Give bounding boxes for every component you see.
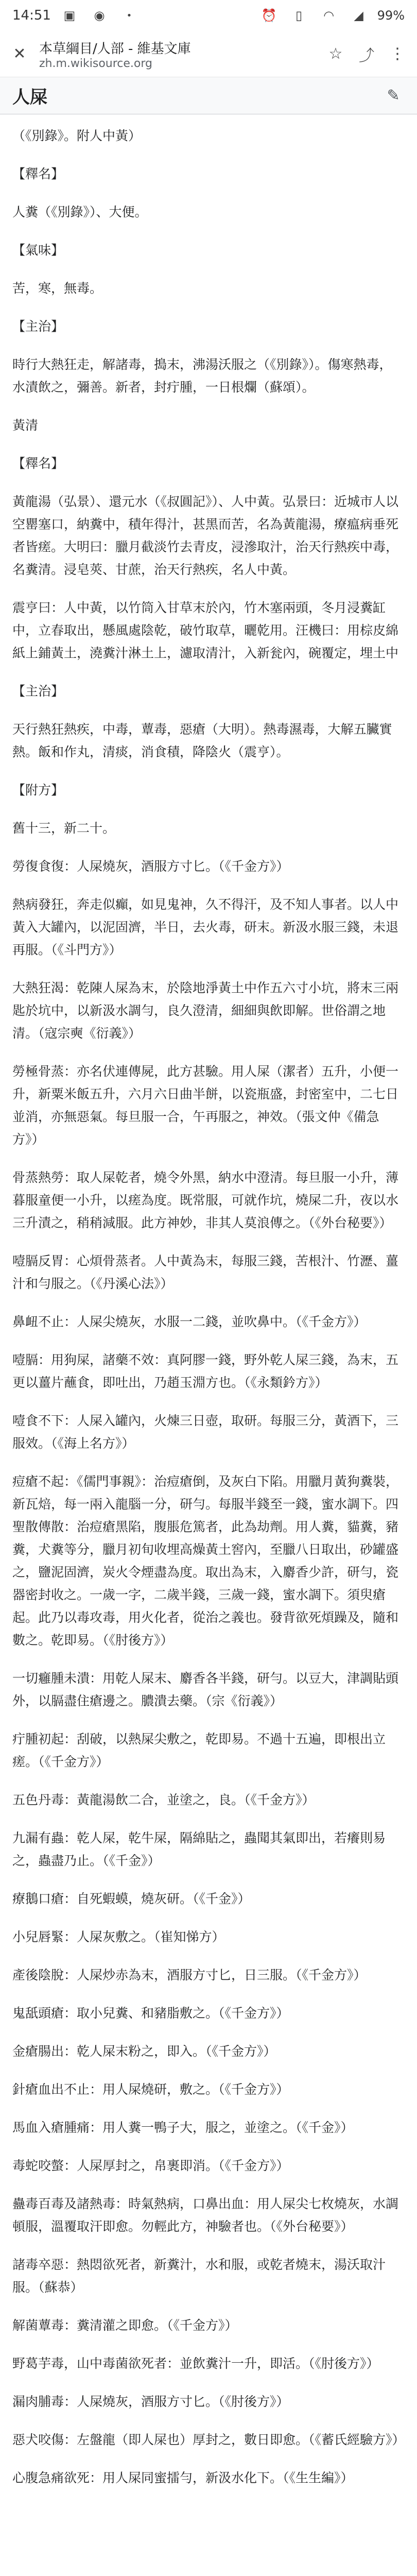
paragraph: 噎食不下：人屎入罐內，火煉三日壺，取研。每服三分，黃酒下，三服效。（《海上名方》） [12,1413,399,1451]
paragraph: 九漏有蟲：乾人屎，乾牛屎，隔綿貼之，蟲聞其氣即出，若癢則易之，蟲盡乃止。（《千金》） [12,1831,386,1868]
paragraph: 【氣味】 [12,243,64,258]
paragraph: 【釋名】 [12,456,64,471]
paragraph: 【附方】 [12,783,64,798]
status-right [258,4,405,27]
paragraph: 療鵝口瘡：自死蝦蟆，燒灰研。（《千金》） [12,1891,251,1906]
status-time: 14:51 [12,8,51,23]
paragraph: 針瘡血出不止：用人屎燒研，敷之。（《千金方》） [12,2082,289,2097]
edit-pencil-icon[interactable]: ✎ [387,87,400,105]
article-content [0,114,417,2489]
page-host: zh.m.wikisource.org [39,57,152,70]
section-header [0,77,417,114]
weibo-icon: ◉ [94,8,105,23]
paragraph: 天行熱狂熱疾，中毒，蕈毒，惡瘡（大明）。熱毒濕毒，大解五臟實熱。飯和作丸，清痰，消食積，降陰火（震亨）。 [12,722,392,759]
paragraph: 小兒唇緊：人屎灰敷之。（崔知悌方） [12,1929,225,1944]
paragraph: 馬血入瘡腫痛：用人糞一鴨子大，服之，並塗之。（《千金》） [12,2120,354,2135]
paragraph: 野葛芋毒，山中毒菌欲死者：並飲糞汁一升，即活。（《肘後方》） [12,2356,379,2371]
paragraph: 諸毒卒惡：熱悶欲死者，新糞汁，水和服，或乾者燒末，湯沃取汁服。（蘇恭） [12,2257,386,2295]
paragraph: 毒蛇咬螫：人屎厚封之，帛裹即消。（《千金方》） [12,2158,289,2173]
paragraph: 骨蒸熱勞：取人屎乾者，燒令外黑，納水中澄清。每旦服一小升，薄暮服童便一小升，以瘥為度。既常服，可就作坑，燒屎二升，夜以水三升漬之，稍稍減服。此方神妙，非其人莫浪傳之。（《外台秘要》） [12,1170,399,1230]
paragraph: 噎膈反胃：心煩骨蒸者。人中黃為末，每服三錢，苦根汁、竹瀝、薑汁和勻服之。（《丹溪心法》） [12,1253,399,1291]
paragraph: 舊十三，新二十。 [12,821,116,836]
more-options-icon[interactable]: ⋮ [390,45,405,63]
paragraph: 大熱狂渴：乾陳人屎為末，於陰地淨黃土中作五六寸小坑，將末三兩匙於坑中，以新汲水調勻，良久澄清，細細與飲即解。世俗謂之地清。（寇宗奭《衍義》） [12,980,399,1041]
paragraph: 勞復食復：人屎燒灰，酒服方寸匕。（《千金方》） [12,859,289,874]
bookmark-icon[interactable]: ☆ [328,45,343,63]
paragraph: 黃清 [12,418,39,433]
paragraph: 熱病發狂，奔走似癲，如見鬼神，久不得汗，及不知人事者。以人中黃入大罐內，以泥固濟，半日，去火毒，研末。新汲水服三錢，未退再服。（《斗門方》） [12,897,399,957]
paragraph: 震亨曰：人中黃，以竹筒入甘草末於內，竹木塞兩頭，冬月浸糞缸中，立春取出，懸風處陰乾，破竹取草，曬乾用。汪機曰：用棕皮綿紙上鋪黃土，澆糞汁淋土上，濾取清汁，入新瓮內，碗覆定，埋土中 [12,600,399,660]
paragraph: 漏肉脯毒：人屎燒灰，酒服方寸匕。（《肘後方》） [12,2394,289,2409]
paragraph: 噎膈：用狗屎，諸藥不效：真阿膠一錢，野外乾人屎三錢，為末，五更以薑片蘸食，即吐出，乃趙玉淵方也。（《永類鈐方》） [12,1352,399,1390]
paragraph: 勞極骨蒸：亦名伏連傳屍，此方甚驗。用人屎（潔者）五升，小便一升，新粟米飯五升，六月六日曲半餅，以瓷瓶盛，封密室中，二七日並消，亦無惡氣。每旦服一合，午再服之，神效。（張文仲《備急方》） [12,1064,399,1147]
page-title: 本草綱目/人部 - 維基文庫 [39,41,191,57]
image-icon: ▣ [63,8,76,23]
paragraph: 黃龍湯（弘景）、還元水（《叔圓記》）、人中黃。弘景曰：近城市人以空罌塞口，納糞中，積年得汁，甚黑而苦，名為黃龍湯，療瘟病垂死者皆瘥。大明曰：臘月截淡竹去青皮，浸滲取汁，治天行熱疾中毒，名糞清。浸皂莢、甘蔗，治天行熱疾，名人中黃。 [12,494,399,577]
paragraph: 五色丹毒：黃龍湯飲二合，並塗之，良。（《千金方》） [12,1792,315,1807]
paragraph: 產後陰脫：人屎炒赤為末，酒服方寸匕，日三服。（《千金方》） [12,1968,367,1982]
alarm-icon: ⏰ [261,8,277,23]
browser-toolbar [0,31,417,77]
wifi-icon: ◠ [323,8,335,23]
paragraph: 【主治】 [12,684,64,699]
paragraph: 一切癰腫未潰：用乾人屎末、麝香各半錢，研勻。以豆大，津調貼頭外，以膈盡住瘡邊之。膿潰去藥。（宗《衍義》） [12,1671,399,1708]
signal-icon: ◢ [354,8,363,23]
url-box[interactable] [39,38,316,70]
status-left [12,4,141,27]
close-tab-icon[interactable]: ✕ [13,45,26,63]
paragraph: 時行大熱狂走，解諸毒，搗末，沸湯沃服之（《別錄》）。傷寒熱毒，水漬飲之，彌善。新者，封疔腫，一日根爛（蘇頌）。 [12,357,392,395]
paragraph: 鬼舐頭瘡：取小兒糞、和豬脂敷之。（《千金方》） [12,2006,289,2021]
share-icon[interactable]: ⤴ [359,46,374,65]
paragraph: 人糞（《別錄》）、大便。 [12,205,148,219]
paragraph: 惡犬咬傷：左盤龍（即人屎也）厚封之，數日即愈。（《蓄氏經驗方》） [12,2432,405,2447]
paragraph: 蠱毒百毒及諸熱毒：時氣熱病，口鼻出血：用人屎尖七枚燒灰，水調頓服，溫覆取汗即愈。勿輕此方，神驗者也。（《外台秘要》） [12,2196,399,2234]
section-title: 人屎 [12,87,47,108]
paragraph: （《別錄》。附人中黃） [12,128,142,143]
paragraph: 痘瘡不起：《儒門事親》：治痘瘡倒，及灰白下陷。用臘月黃狗糞裝，新瓦焙，每一兩入龍腦一分，研勻。每服半錢至一錢，蜜水調下。四聖散傳散：治痘瘡黑陷，腹脹危篤者，此為劫劑。用人糞，貓糞，豬糞，犬糞等分，臘月初旬收埋高燥黃土窖內，至臘八日取出，砂罐盛之，鹽泥固濟，炭火令煙盡為度。取出為末，入麝香少許，研勻，瓷器密封收之。一歲一字，二歲半錢，三歲一錢，蜜水調下。須臾瘡起。此乃以毒攻毒，用火化者，從治之義也。發背欲死煩躁及，隨和數之。乾即易。（《肘後方》） [12,1474,399,1648]
paragraph: 鼻衄不止：人屎尖燒灰，水服一二錢，並吹鼻中。（《千金方》） [12,1314,367,1329]
paragraph: 苦，寒，無毒。 [12,281,103,296]
paragraph: 金瘡腸出：乾人屎末粉之，即入。（《千金方》） [12,2044,276,2059]
paragraph: 心腹急痛欲死：用人屎同蜜擂勻，新汲水化下。（《生生編》） [12,2470,354,2485]
paragraph: 【釋名】 [12,166,64,181]
paragraph: 解菌蕈毒：糞清灌之即愈。（《千金方》） [12,2318,238,2333]
vibrate-icon: ▯ [296,8,303,23]
status-bar [0,0,417,31]
paragraph: 【主治】 [12,319,64,334]
dot-icon: • [126,10,132,21]
battery-percentage: 99% [377,8,405,23]
paragraph: 疔腫初起：刮破，以熱屎尖敷之，乾即易。不過十五遍，即根出立瘥。（《千金方》） [12,1732,386,1769]
